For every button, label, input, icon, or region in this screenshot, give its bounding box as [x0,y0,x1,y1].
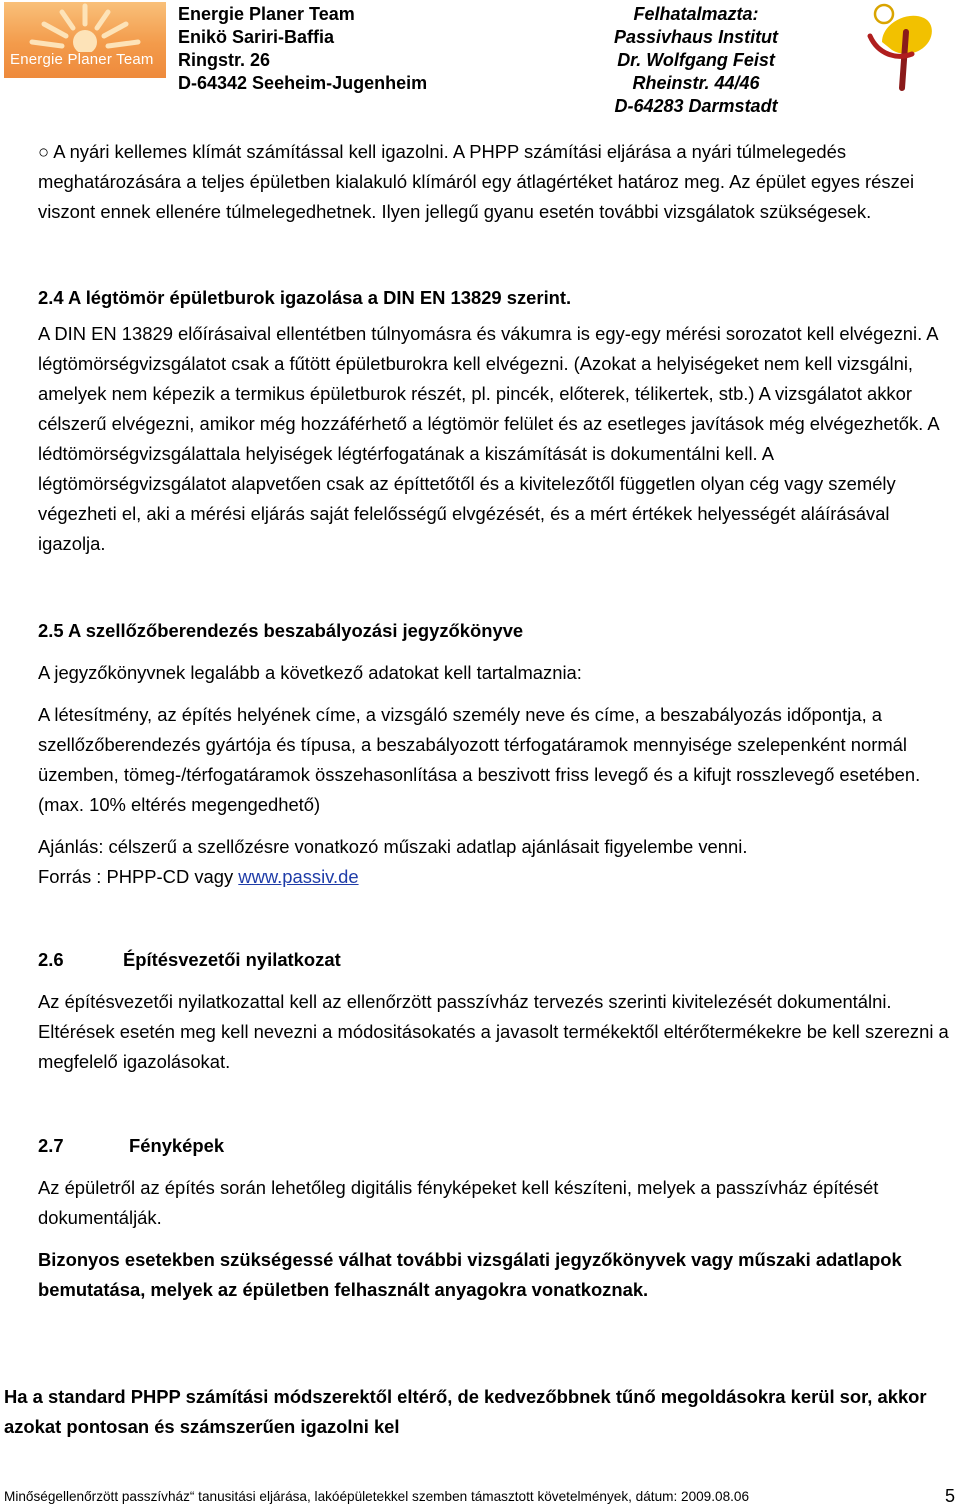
sender-street: Ringstr. 26 [178,50,271,70]
page-footer: Minőségellenőrzött passzívház“ tanusitási eljárása, lakóépületekkel szemben támasztott követelmények, dátum: 2009.08.06 [4,1489,750,1504]
authorizer-address [614,3,778,118]
section-2-7-bold-note: Bizonyos esetekben szükségessé válhat további vizsgálati jegyzőkönyvek vagy műszaki adatlapok bemutatása, melyek az épületben felhasznált anyagokra vonatkoznak. [38,1249,902,1300]
sender-city: D-64342 Seeheim-Jugenheim [178,73,428,93]
section-2-6-number: 2.6 [38,949,64,970]
document-body [38,137,953,1305]
section-2-7-number: 2.7 [38,1135,64,1156]
sun-icon [4,2,166,52]
passivhaus-institut-logo-icon [862,2,942,92]
section-2-6-heading [38,945,953,975]
authorizer-institute: Passivhaus Institut [614,27,779,47]
section-2-5-recommendation: Ajánlás: célszerű a szellőzésre vonatkozó műszaki adatlap ajánlásait figyelembe venni. [38,836,748,857]
page-header [0,0,960,118]
section-2-6-title: Építésvezetői nyilatkozat [123,949,341,970]
authorizer-street: Rheinstr. 44/46 [632,73,760,93]
section-2-4-heading: 2.4 A légtömör épületburok igazolása a DIN EN 13829 szerint. [38,287,572,308]
final-note: Ha a standard PHPP számítási módszerektől eltérő, de kedvezőbbnek tűnő megoldásokra kerül sor, akkor azokat pontosan és számszerűen igazolni kel [4,1386,927,1437]
section-2-4-body: A DIN EN 13829 előírásaival ellentétben túlnyomásra és vákumra is egy-egy mérési sorozatot kell elvégezni. A légtömörségvizsgálatot csak a fűtött épületburokra kell elvégezni. (Azokat a helyiségeket nem kell vizsgálni, amelyek nem képezik a termikus épületburok részét, pl. pincék, előterek, télikertek, stb.) A vizsgálatot akkor célszerű elvégezni, amikor még hozzáférhető a légtömör felület és az esetleges javítások még elvégezhetők. A lédtömörségvizsgálattala helyiségek légtérfogatának a kiszámítását is dokumentálni kell. A légtömörségvizsgálatot alapvetően csak az építtetőtől és a kivitelezőtől független olyan cég vagy személy végezheti el, aki a mérési eljárás saját felelősségű elvgézését, és a mért értékek helyességét aláírásával igazolja. [38,323,939,554]
section-2-5-source [38,862,953,892]
section-2-7-title: Fényképek [129,1135,225,1156]
authorizer-city: D-64283 Darmstadt [614,96,778,116]
sender-name: Energie Planer Team [178,4,355,24]
authorizer-label: Felhatalmazta: [633,4,759,24]
sender-person: Enikö Sariri-Baffia [178,27,335,47]
section-2-7-heading [38,1131,953,1161]
authorizer-person: Dr. Wolfgang Feist [617,50,775,70]
page-number: 5 [944,1486,955,1506]
energie-planer-team-logo [4,2,166,78]
section-2-6-body: Az építésvezetői nyilatkozattal kell az ellenőrzött passzívház tervezés szerinti kivitelezését dokumentálni. Eltérések esetén meg kell nevezni a módositásokatés a javasolt termékektől eltérőtermékekre be kell szerezni a megfelelő igazolásokat. [38,991,949,1072]
section-2-5-heading: 2.5 A szellőzőberendezés beszabályozási jegyzőkönyve [38,620,524,641]
section-2-7-body: Az épületről az építés során lehetőleg digitális fényképeket kell készíteni, melyek a passzívház építését dokumentálják. [38,1177,879,1228]
section-2-5-body: A létesítmény, az építés helyének címe, a vizsgáló személy neve és címe, a beszabályozás időpontja, a szellőzőberendezés gyártója és típusa, a beszabályozott térfogatáramok mennyisége szelepenként normál üzemben, tömeg-/térfogatáramok összehasonlítása a beszivott friss levegő és a kifujt rosszlevegő esetében. (max. 10% eltérés megengedhető) [38,704,921,815]
sender-address [178,3,427,95]
summer-climate-paragraph: ○ A nyári kellemes klímát számítással kell igazolni. A PHPP számítási eljárása a nyári túlmelegedés meghatározására a teljes épületben kialakuló klímáról egy átlagértéket határoz meg. Az épület egyes részei viszont ennek ellenére túlmelegedhetnek. Ilyen jellegű gyanu esetén további vizsgálatok szükségesek. [38,141,915,222]
logo-text: Energie Planer Team [10,51,154,68]
source-prefix: Forrás : PHPP-CD vagy [38,866,239,887]
passiv-de-link[interactable]: www.passiv.de [238,866,359,887]
section-2-5-intro: A jegyzőkönyvnek legalább a következő adatokat kell tartalmaznia: [38,662,582,683]
